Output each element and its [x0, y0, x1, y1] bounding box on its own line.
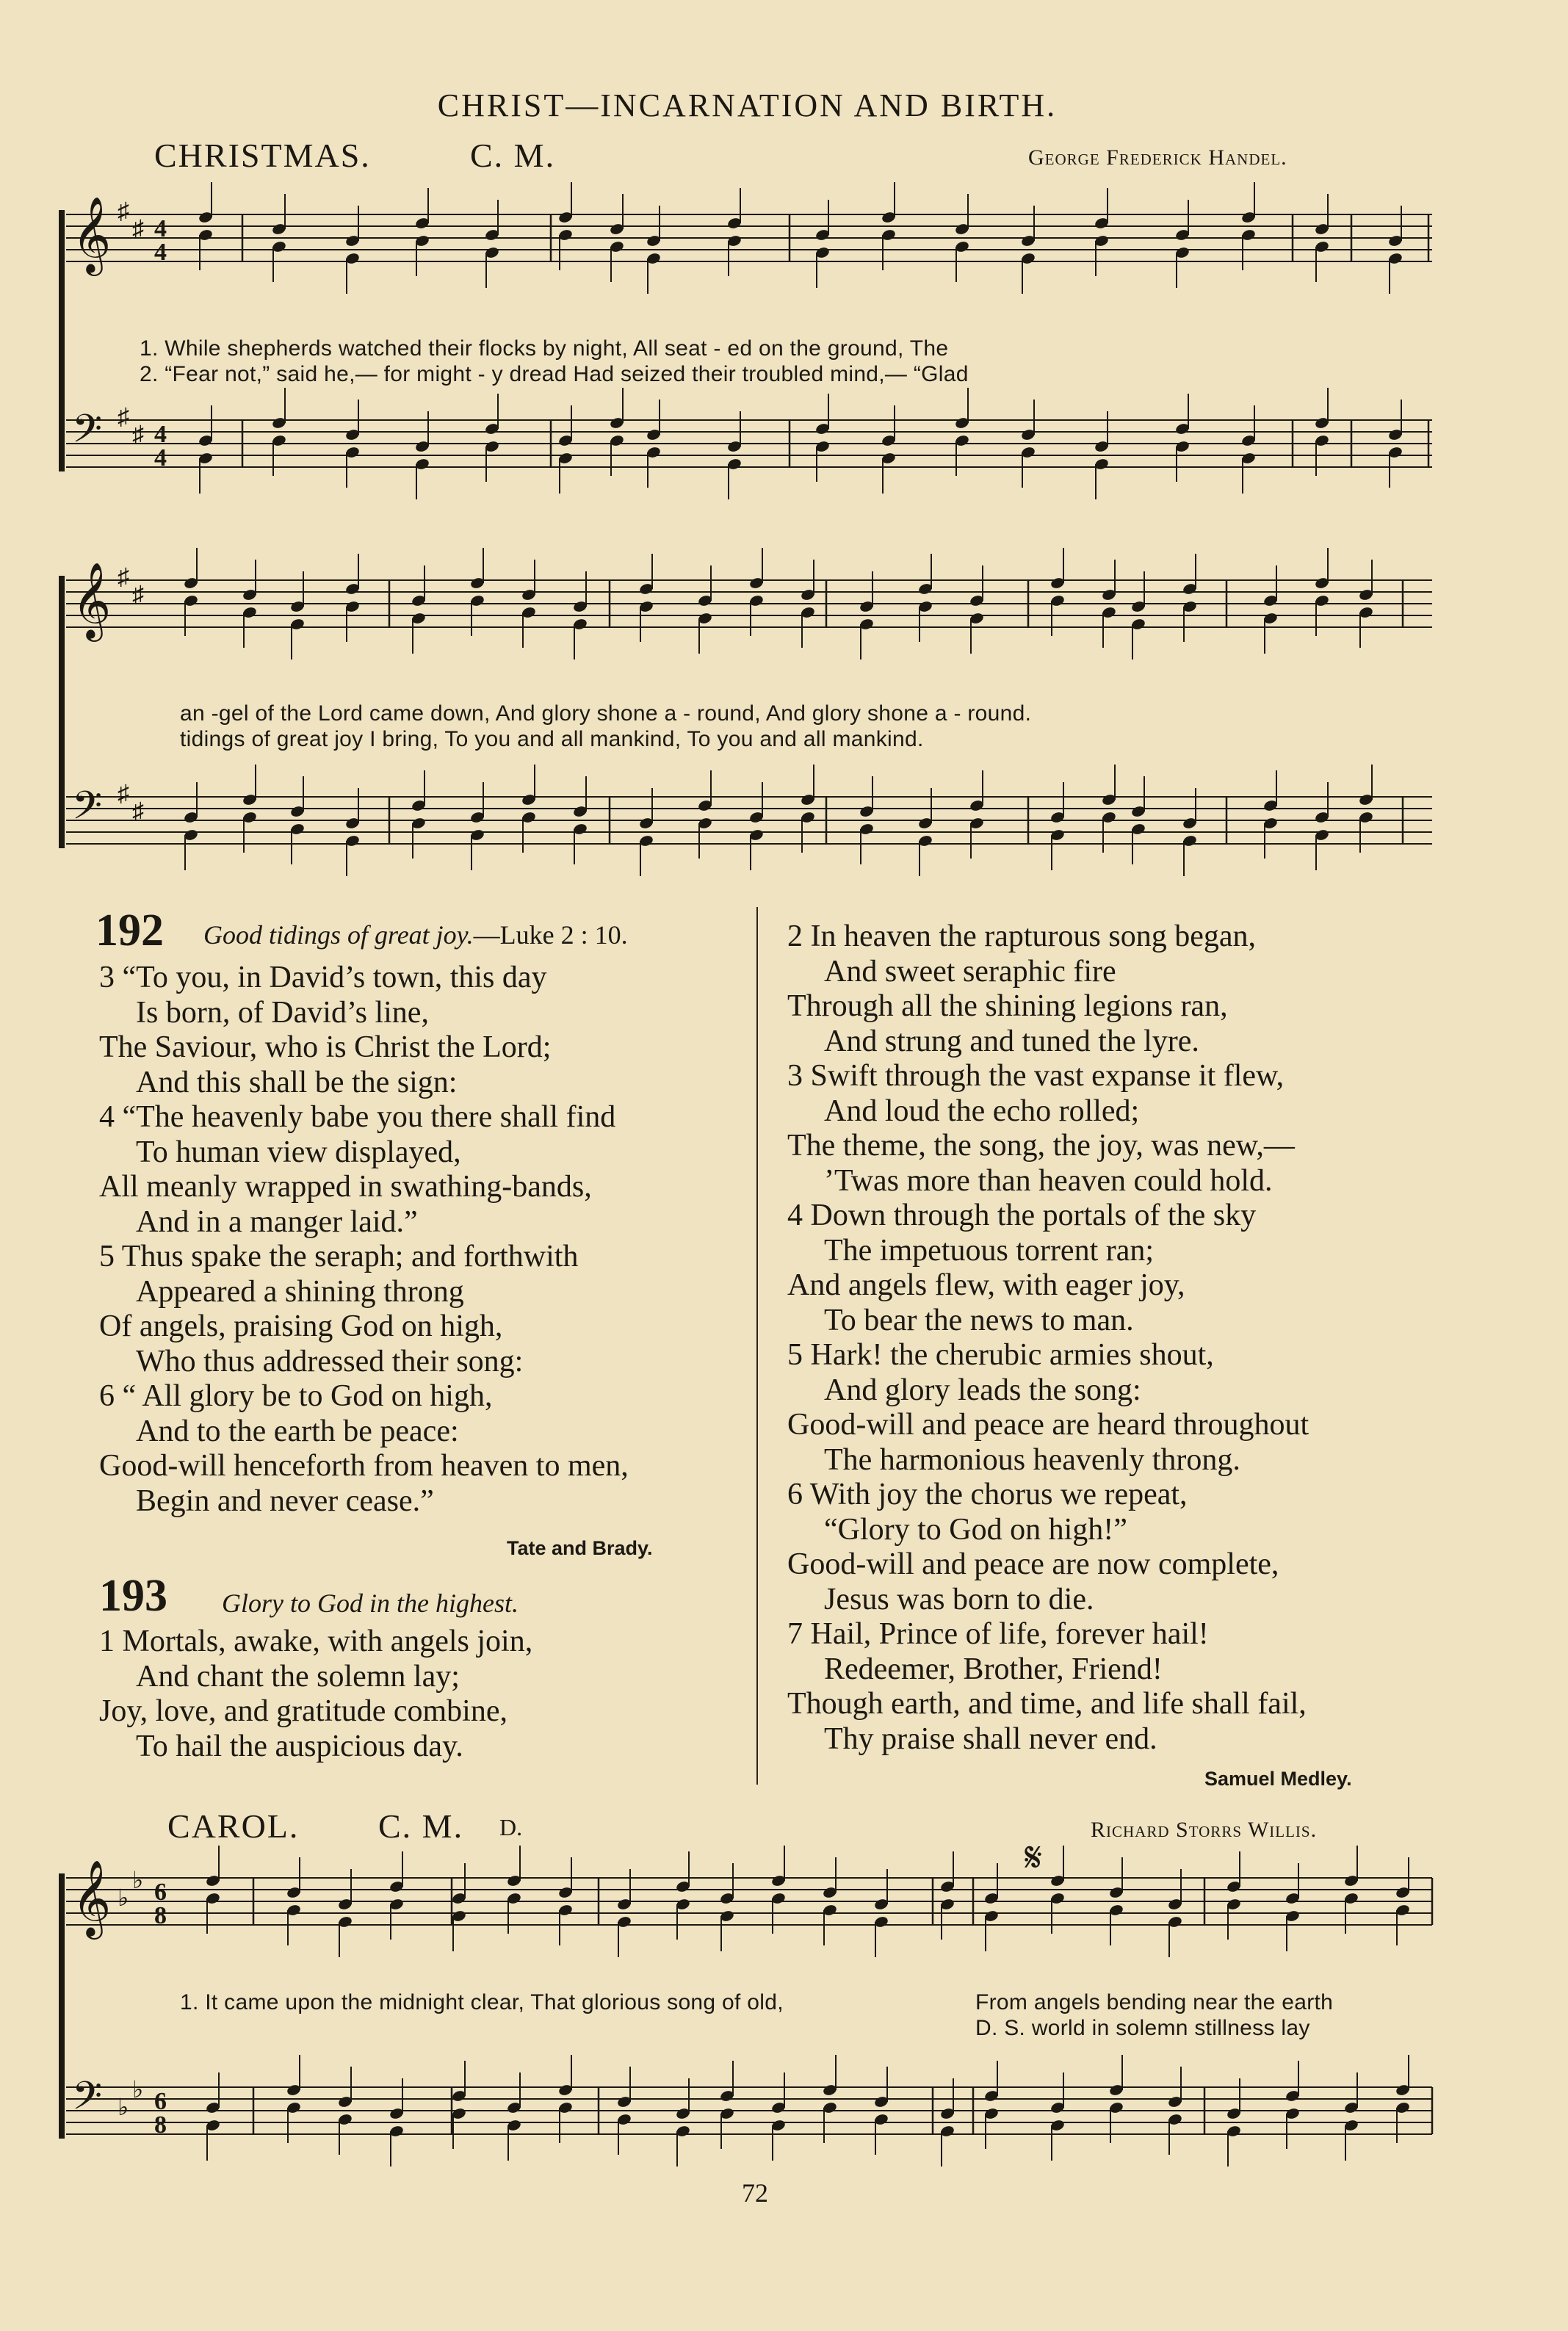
- hymn-192-line-5: 4 “The heavenly babe you there shall find: [99, 1100, 616, 1134]
- time-signature-bottom: 4: [154, 239, 167, 266]
- key-signature-accidental: ♯: [118, 563, 129, 590]
- lyrics-christmas-row2-verse1: an -gel of the Lord came down, And glory shone a - round, And glory shone a - round.: [180, 701, 1032, 726]
- key-signature-accidental: ♯: [118, 403, 129, 430]
- hymn-192-line-1: 3 “To you, in David’s town, this day: [99, 961, 547, 994]
- key-signature-accidental: ♯: [132, 215, 144, 242]
- bass-clef-icon: 𝄢: [72, 784, 103, 838]
- key-signature-accidental: ♯: [118, 780, 129, 806]
- lyrics-carol-line1: 1. It came upon the midnight clear, That glorious song of old,: [180, 1990, 784, 2014]
- lyrics-christmas-row1-verse1: 1. While shepherds watched their flocks by night, All seat - ed on the ground, The: [140, 336, 949, 361]
- composer-carol: Richard Storrs Willis.: [1091, 1818, 1318, 1842]
- key-signature-accidental: ♭: [118, 2094, 129, 2120]
- hymn-193-right-line-14: And glory leads the song:: [824, 1373, 1141, 1407]
- hymn-number-193: 193: [99, 1571, 167, 1621]
- segno-sign: 𝄋: [1025, 1835, 1043, 1881]
- lyrics-christmas-row1-verse2: 2. “Fear not,” said he,— for might - y dread Had seized their troubled mind,— “Glad: [140, 362, 969, 386]
- tune-name-carol: CAROL.: [167, 1807, 300, 1845]
- hymn-192-line-14: And to the earth be peace:: [136, 1414, 459, 1448]
- hymn-title-192-text: Good tidings of great joy.: [203, 920, 474, 950]
- time-signature-bottom: 8: [154, 1902, 167, 1929]
- key-signature-accidental: ♭: [132, 2076, 144, 2103]
- key-signature-accidental: ♯: [132, 581, 144, 607]
- time-signature-top: 6: [154, 2088, 167, 2115]
- hymn-193-right-line-1: 2 In heaven the rapturous song began,: [787, 919, 1256, 953]
- hymn-reference-192: —Luke 2 : 10.: [473, 920, 628, 950]
- hymn-193-right-line-3: Through all the shining legions ran,: [787, 989, 1228, 1023]
- tune-name-christmas: CHRISTMAS.: [154, 137, 371, 174]
- hymn-193-verses-left: [99, 1625, 532, 1764]
- hymn-192-line-9: 5 Thus spake the seraph; and forthwith: [99, 1240, 579, 1273]
- hymn-192-line-11: Of angels, praising God on high,: [99, 1309, 503, 1343]
- hymn-192-line-3: The Saviour, who is Christ the Lord;: [99, 1030, 552, 1064]
- hymn-193-right-line-7: The theme, the song, the joy, was new,—: [787, 1129, 1295, 1163]
- key-signature-accidental: ♯: [118, 198, 129, 224]
- hymn-192-line-4: And this shall be the sign:: [136, 1065, 458, 1099]
- hymn-192-line-16: Begin and never cease.”: [136, 1483, 434, 1518]
- lyrics-carol-line1-end: From angels bending near the earth: [975, 1990, 1334, 2014]
- hymn-193-left-line-3: Joy, love, and gratitude combine,: [99, 1694, 507, 1728]
- hymn-192-line-12: Who thus addressed their song:: [136, 1344, 524, 1378]
- hymn-193-right-line-10: The impetuous torrent ran;: [824, 1233, 1155, 1268]
- hymn-193-right-line-8: ’Twas more than heaven could hold.: [824, 1163, 1273, 1198]
- hymn-192-line-2: Is born, of David’s line,: [136, 995, 429, 1030]
- hymn-193-right-line-23: Though earth, and time, and life shall fail,: [787, 1687, 1307, 1721]
- hymn-193-right-line-11: And angels flew, with eager joy,: [787, 1268, 1185, 1302]
- hymn-193-right-line-17: 6 With joy the chorus we repeat,: [787, 1478, 1188, 1511]
- treble-clef-icon: 𝄞: [72, 196, 112, 273]
- hymn-192-line-7: All meanly wrapped in swathing-bands,: [99, 1170, 592, 1204]
- hymn-193-right-line-15: Good-will and peace are heard throughout: [787, 1408, 1309, 1442]
- tune-meter-carol: C. M.: [378, 1807, 464, 1845]
- key-signature-accidental: ♯: [132, 421, 144, 447]
- key-signature-accidental: ♯: [132, 798, 144, 824]
- lyrics-carol-line2: D. S. world in solemn stillness lay: [975, 2016, 1310, 2040]
- page-number: 72: [742, 2178, 768, 2208]
- hymn-193-right-line-19: Good-will and peace are now complete,: [787, 1547, 1279, 1581]
- key-signature-accidental: ♭: [118, 1884, 129, 1911]
- hymn-193-right-line-13: 5 Hark! the cherubic armies shout,: [787, 1338, 1214, 1372]
- time-signature-bottom: 4: [154, 444, 167, 471]
- tune-meter-christmas: C. M.: [470, 137, 556, 174]
- hymn-193-right-line-12: To bear the news to man.: [824, 1303, 1134, 1337]
- hymn-193-left-line-1: 1 Mortals, awake, with angels join,: [99, 1625, 533, 1658]
- time-signature-top: 4: [154, 215, 167, 242]
- hymn-193-verses-right: [787, 919, 1309, 1757]
- time-signature-top: 4: [154, 421, 167, 448]
- hymn-192-verses: [99, 961, 629, 1519]
- author-192: Tate and Brady.: [507, 1537, 653, 1559]
- hymn-193-left-line-4: To hail the auspicious day.: [136, 1729, 463, 1763]
- hymn-193-right-line-5: 3 Swift through the vast expanse it flew,: [787, 1059, 1285, 1093]
- hymn-192-line-15: Good-will henceforth from heaven to men,: [99, 1449, 629, 1483]
- hymn-title-192: [203, 919, 628, 950]
- hymn-number-192: 192: [95, 906, 164, 955]
- time-signature-bottom: 8: [154, 2111, 167, 2139]
- bass-clef-icon: 𝄢: [72, 407, 103, 461]
- bass-clef-icon: 𝄢: [72, 2074, 103, 2128]
- lyrics-christmas-row2-verse2: tidings of great joy I bring, To you and all mankind, To you and all mankind.: [180, 727, 924, 751]
- hymn-193-right-line-22: Redeemer, Brother, Friend!: [824, 1652, 1163, 1686]
- hymn-193-right-line-21: 7 Hail, Prince of life, forever hail!: [787, 1617, 1209, 1651]
- time-signature-top: 6: [154, 1879, 167, 1906]
- hymn-193-right-line-18: “Glory to God on high!”: [824, 1512, 1127, 1547]
- author-193: Samuel Medley.: [1204, 1768, 1352, 1790]
- hymn-193-right-line-2: And sweet seraphic fire: [824, 954, 1116, 989]
- hymn-193-right-line-4: And strung and tuned the lyre.: [824, 1024, 1199, 1058]
- page-header: CHRIST—INCARNATION AND BIRTH.: [437, 87, 1058, 123]
- column-divider: [756, 907, 758, 1785]
- hymn-title-193: Glory to God in the highest.: [222, 1589, 519, 1618]
- treble-clef-icon: 𝄞: [72, 1860, 112, 1937]
- hymn-192-line-13: 6 “ All glory be to God on high,: [99, 1379, 493, 1413]
- hymn-192-line-10: Appeared a shining throng: [136, 1274, 464, 1309]
- hymn-193-right-line-16: The harmonious heavenly throng.: [824, 1442, 1240, 1477]
- hymn-193-right-line-9: 4 Down through the portals of the sky: [787, 1199, 1257, 1232]
- key-signature-accidental: ♭: [132, 1867, 144, 1893]
- treble-clef-icon: 𝄞: [72, 562, 112, 639]
- tune-meter-suffix-carol: D.: [499, 1814, 523, 1840]
- system-brace: [59, 1873, 65, 2139]
- hymn-193-left-line-2: And chant the solemn lay;: [136, 1659, 460, 1694]
- system-brace: [59, 210, 65, 471]
- hymn-193-right-line-20: Jesus was born to die.: [824, 1582, 1094, 1616]
- hymn-192-line-8: And in a manger laid.”: [136, 1204, 418, 1239]
- hymn-193-right-line-24: Thy praise shall never end.: [824, 1721, 1157, 1756]
- hymn-193-right-line-6: And loud the echo rolled;: [824, 1094, 1140, 1128]
- system-brace: [59, 576, 65, 848]
- hymn-192-line-6: To human view displayed,: [136, 1135, 461, 1169]
- composer-christmas: George Frederick Handel.: [1028, 145, 1287, 170]
